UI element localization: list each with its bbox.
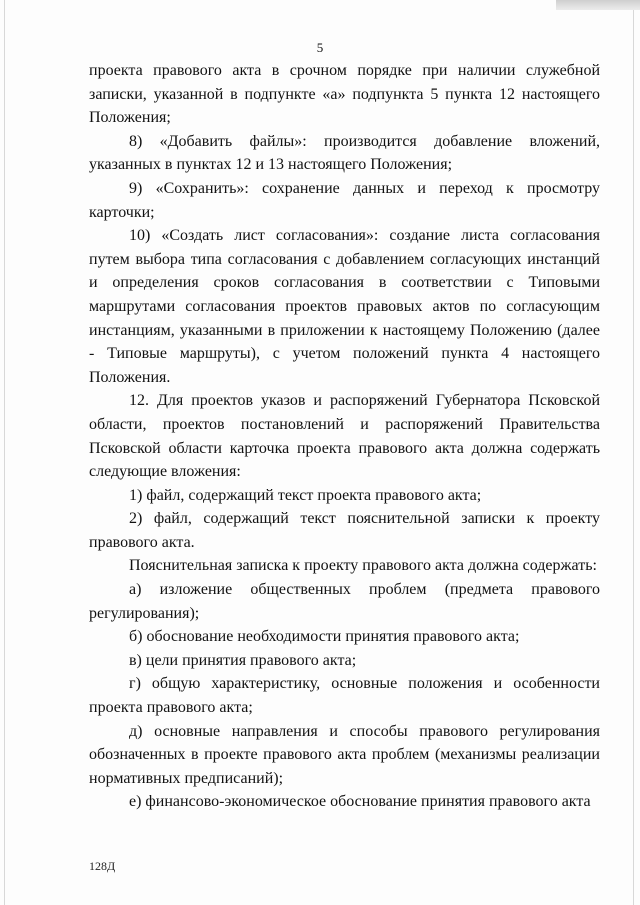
list-item: в) цели принятия правового акта;	[129, 651, 357, 669]
list-item: г) общую характеристику, основные положения и особенности проекта правового акта;	[89, 675, 600, 717]
list-item: 9) «Сохранить»: сохранение данных и переход к просмотру карточки;	[89, 179, 600, 221]
list-item: е) финансово-экономическое обоснование принятия правового акта	[129, 793, 591, 811]
scan-edge-left	[4, 0, 5, 905]
paragraph: 12. Для проектов указов и распоряжений Губернатора Псковской области, проектов постановлений и распоряжений Правительства Псковской области карточка проекта правового акта должна содержать следующие вложения:	[89, 392, 600, 481]
list-item: 2) файл, содержащий текст пояснительной записки к проекту правового акта.	[89, 510, 600, 551]
list-item: 1) файл, содержащий текст проекта правового акта;	[129, 486, 482, 504]
scan-edge-right	[633, 0, 634, 905]
list-item: д) основные направления и способы правового регулирования обозначенных в проекте правового акта проблем (механизмы реализации нормативных предписаний);	[89, 722, 600, 787]
document-body	[89, 59, 600, 814]
paragraph: проекта правового акта в срочном порядке при наличии служебной записки, указанной в подпункте «а» подпункта 5 пункта 12 настоящего Положения;	[89, 62, 600, 127]
scan-corner-mark	[556, 0, 640, 10]
list-item: а) изложение общественных проблем (предмета правового регулирования);	[89, 581, 600, 622]
footer-code: 128Д	[89, 859, 116, 873]
page-number: 5	[316, 40, 324, 55]
paragraph: Пояснительная записка к проекту правового акта должна содержать:	[129, 557, 597, 575]
list-item: 10) «Создать лист согласования»: создание листа согласования путем выбора типа согласования с добавлением согласующих инстанций и определения сроков согласования в соответствии с Типовыми маршрутами согласования проектов правовых актов по согласующим инстанциям, указанными в приложении к настоящему Положению (далее - Типовые маршруты), с учетом положений пункта 4 настоящего Положения.	[89, 227, 600, 386]
list-item: 8) «Добавить файлы»: производится добавление вложений, указанных в пунктах 12 и 13 настоящего Положения;	[89, 132, 600, 174]
list-item: б) обоснование необходимости принятия правового акта;	[129, 628, 520, 646]
